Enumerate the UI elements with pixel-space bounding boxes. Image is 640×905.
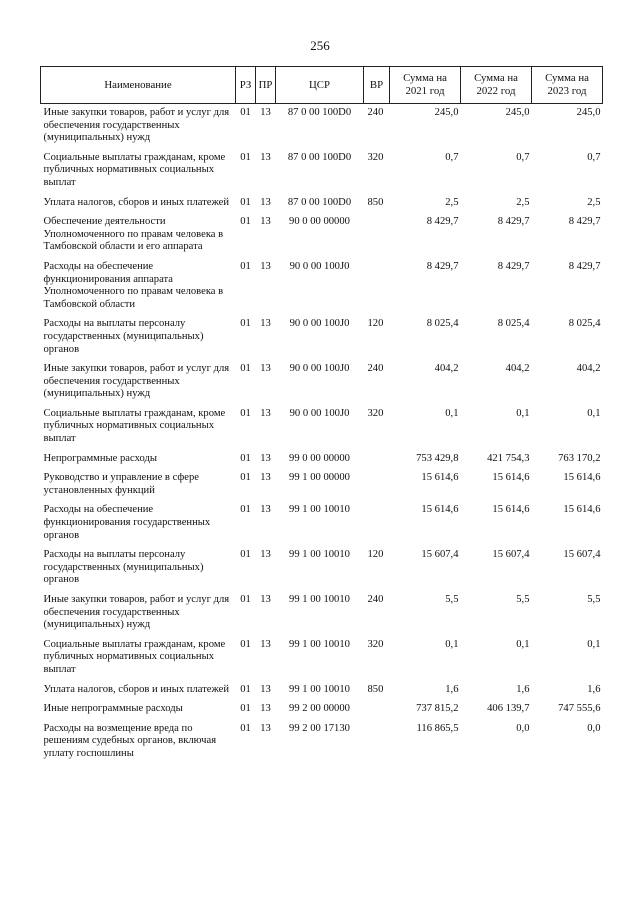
row-rz: 01: [240, 549, 251, 561]
row-sum-2021: 404,2: [434, 363, 459, 375]
row-vr: 850: [367, 196, 384, 208]
row-sum-2023: 8 429,7: [568, 216, 601, 228]
row-csr: 99 1 00 10010: [289, 549, 350, 561]
row-csr: 99 1 00 10010: [289, 683, 350, 695]
row-sum-2022: 421 754,3: [487, 452, 530, 464]
row-sum-2022: 0,1: [516, 638, 530, 650]
row-sum-2021: 245,0: [434, 107, 459, 118]
row-vr: [364, 720, 390, 765]
row-sum-2021: 737 815,2: [416, 703, 459, 715]
row-pr: 13: [260, 151, 271, 163]
row-name: Руководство и управление в сфере установленных функций: [43, 472, 199, 496]
row-sum-2023: 1,6: [587, 683, 601, 695]
row-pr: 13: [260, 549, 271, 561]
row-sum-2023: 0,7: [587, 151, 601, 163]
header-rz: РЗ: [236, 67, 256, 104]
row-sum-2023: 0,0: [587, 722, 601, 734]
row-vr: 320: [367, 638, 384, 650]
row-name: Иные непрограммные расходы: [43, 703, 183, 715]
row-pr: 13: [260, 452, 271, 464]
row-vr: 240: [367, 594, 384, 605]
row-sum-2022: 8 429,7: [497, 260, 530, 272]
row-sum-2023: 245,0: [576, 107, 601, 118]
row-sum-2023: 15 614,6: [563, 504, 601, 516]
row-sum-2022: 0,7: [516, 151, 530, 163]
row-sum-2022: 15 614,6: [492, 504, 530, 516]
row-pr: 13: [260, 216, 271, 228]
row-sum-2022: 8 025,4: [497, 318, 530, 330]
table-row: [41, 700, 603, 720]
row-sum-2023: 763 170,2: [558, 452, 601, 464]
row-vr: [364, 258, 390, 315]
row-vr: 850: [367, 683, 384, 695]
row-rz: 01: [240, 151, 251, 163]
header-sum-2022: Сумма на 2022 год: [461, 67, 532, 104]
row-sum-2021: 15 607,4: [421, 549, 459, 561]
row-vr: [364, 450, 390, 470]
row-pr: 13: [260, 407, 271, 419]
table-row: [41, 258, 603, 315]
row-csr: 90 0 00 100J0: [289, 407, 350, 419]
row-rz: 01: [240, 318, 251, 330]
row-name: Социальные выплаты гражданам, кроме публичных нормативных социальных выплат: [43, 638, 226, 675]
row-name: Социальные выплаты гражданам, кроме публичных нормативных социальных выплат: [43, 407, 226, 445]
table-row: [41, 104, 603, 149]
row-sum-2023: 8 025,4: [568, 318, 601, 330]
table-row: [41, 149, 603, 194]
row-rz: 01: [240, 638, 251, 650]
row-sum-2022: 1,6: [516, 683, 530, 695]
budget-table: [40, 66, 603, 765]
row-sum-2023: 747 555,6: [558, 703, 601, 715]
row-sum-2022: 406 139,7: [487, 703, 530, 715]
row-csr: 90 0 00 100J0: [289, 260, 350, 272]
row-csr: 87 0 00 100D0: [287, 151, 352, 163]
row-sum-2021: 1,6: [445, 683, 459, 695]
row-sum-2021: 8 025,4: [426, 318, 459, 330]
row-sum-2023: 15 607,4: [563, 549, 601, 561]
row-vr: [364, 501, 390, 546]
row-rz: 01: [240, 594, 251, 605]
table-row: [41, 450, 603, 470]
page-number: 256: [310, 38, 330, 53]
table-row: [41, 469, 603, 501]
row-name: Иные закупки товаров, работ и услуг для обеспечения государственных (муниципальных) нужд: [43, 363, 230, 400]
row-vr: 240: [367, 363, 384, 375]
header-pr: ПР: [256, 67, 276, 104]
header-name: Наименование: [41, 67, 236, 104]
row-sum-2021: 0,7: [445, 151, 459, 163]
row-pr: 13: [260, 638, 271, 650]
row-sum-2021: 15 614,6: [421, 504, 459, 516]
row-csr: 87 0 00 100D0: [287, 107, 352, 118]
row-vr: 320: [367, 407, 384, 419]
row-sum-2023: 8 429,7: [568, 260, 601, 272]
row-rz: 01: [240, 452, 251, 464]
row-sum-2021: 2,5: [445, 196, 459, 208]
row-rz: 01: [240, 260, 251, 272]
row-name: Социальные выплаты гражданам, кроме публичных нормативных социальных выплат: [43, 151, 226, 188]
table-row: [41, 681, 603, 701]
row-name: Расходы на возмещение вреда по решениям судебных органов, включая уплату госпошлины: [43, 722, 217, 759]
row-csr: 99 2 00 17130: [289, 722, 350, 734]
table-row: [41, 636, 603, 681]
row-rz: 01: [240, 703, 251, 715]
row-sum-2022: 8 429,7: [497, 216, 530, 228]
row-name: Расходы на обеспечение функционирования аппарата Уполномоченного по правам человека в Тамбовской области: [43, 260, 224, 310]
row-csr: 99 1 00 00000: [289, 472, 350, 484]
row-sum-2021: 15 614,6: [421, 472, 459, 484]
table-row: [41, 194, 603, 214]
table-row: [41, 720, 603, 765]
row-sum-2022: 5,5: [516, 594, 530, 605]
row-csr: 99 1 00 10010: [289, 638, 350, 650]
row-csr: 99 1 00 10010: [289, 504, 350, 516]
row-csr: 99 0 00 00000: [289, 452, 350, 464]
row-rz: 01: [240, 196, 251, 208]
header-csr: ЦСР: [276, 67, 364, 104]
row-sum-2021: 8 429,7: [426, 216, 459, 228]
row-rz: 01: [240, 722, 251, 734]
row-sum-2023: 404,2: [576, 363, 601, 375]
row-name: Иные закупки товаров, работ и услуг для обеспечения государственных (муниципальных) нужд: [43, 594, 230, 631]
row-vr: 120: [367, 549, 384, 561]
row-sum-2023: 0,1: [587, 638, 601, 650]
row-rz: 01: [240, 683, 251, 695]
row-sum-2023: 5,5: [587, 594, 601, 605]
row-csr: 99 1 00 10010: [289, 594, 350, 605]
row-vr: [364, 700, 390, 720]
row-pr: 13: [260, 260, 271, 272]
header-sum-2023: Сумма на 2023 год: [532, 67, 603, 104]
row-sum-2023: 2,5: [587, 196, 601, 208]
row-rz: 01: [240, 472, 251, 484]
row-sum-2021: 0,1: [445, 407, 459, 419]
row-pr: 13: [260, 703, 271, 715]
row-rz: 01: [240, 407, 251, 419]
row-sum-2021: 116 865,5: [416, 722, 459, 734]
row-sum-2022: 2,5: [516, 196, 530, 208]
row-vr: 240: [367, 107, 384, 118]
table-row: [41, 405, 603, 450]
row-sum-2022: 15 614,6: [492, 472, 530, 484]
row-name: Уплата налогов, сборов и иных платежей: [43, 196, 230, 208]
row-pr: 13: [260, 472, 271, 484]
table-row: [41, 315, 603, 360]
row-name: Непрограммные расходы: [43, 452, 157, 464]
row-name: Уплата налогов, сборов и иных платежей: [43, 683, 230, 695]
row-pr: 13: [260, 196, 271, 208]
row-pr: 13: [260, 318, 271, 330]
row-pr: 13: [260, 594, 271, 605]
header-vr: ВР: [364, 67, 390, 104]
row-sum-2022: 15 607,4: [492, 549, 530, 561]
row-sum-2021: 0,1: [445, 638, 459, 650]
table-row: [41, 546, 603, 591]
row-sum-2021: 5,5: [445, 594, 459, 605]
row-sum-2022: 404,2: [505, 363, 530, 375]
row-csr: 99 2 00 00000: [289, 703, 350, 715]
row-vr: [364, 469, 390, 501]
row-pr: 13: [260, 722, 271, 734]
table-row: [41, 213, 603, 258]
row-name: Обеспечение деятельности Уполномоченного по правам человека в Тамбовской области и его аппарата: [43, 216, 224, 253]
table-row: [41, 591, 603, 636]
row-vr: 320: [367, 151, 384, 163]
row-rz: 01: [240, 107, 251, 118]
row-name: Расходы на выплаты персоналу государственных (муниципальных) органов: [43, 318, 204, 355]
row-sum-2022: 245,0: [505, 107, 530, 118]
row-csr: 90 0 00 00000: [289, 216, 350, 228]
header-sum-2021: Сумма на 2021 год: [390, 67, 461, 104]
row-name: Расходы на выплаты персоналу государственных (муниципальных) органов: [43, 549, 204, 586]
row-vr: [364, 213, 390, 258]
row-name: Расходы на обеспечение функционирования государственных органов: [43, 504, 211, 541]
table-header-row: [41, 67, 603, 104]
row-sum-2023: 15 614,6: [563, 472, 601, 484]
table-row: [41, 501, 603, 546]
row-rz: 01: [240, 363, 251, 375]
row-csr: 90 0 00 100J0: [289, 363, 350, 375]
row-csr: 87 0 00 100D0: [287, 196, 352, 208]
row-sum-2021: 753 429,8: [416, 452, 459, 464]
row-sum-2022: 0,0: [516, 722, 530, 734]
row-sum-2021: 8 429,7: [426, 260, 459, 272]
table-row: [41, 360, 603, 405]
row-pr: 13: [260, 107, 271, 118]
row-sum-2022: 0,1: [516, 407, 530, 419]
row-vr: 120: [367, 318, 384, 330]
row-sum-2023: 0,1: [587, 407, 601, 419]
row-name: Иные закупки товаров, работ и услуг для обеспечения государственных (муниципальных) нужд: [43, 107, 230, 144]
row-pr: 13: [260, 363, 271, 375]
row-csr: 90 0 00 100J0: [289, 318, 350, 330]
row-pr: 13: [260, 504, 271, 516]
row-rz: 01: [240, 216, 251, 228]
row-pr: 13: [260, 683, 271, 695]
row-rz: 01: [240, 504, 251, 516]
